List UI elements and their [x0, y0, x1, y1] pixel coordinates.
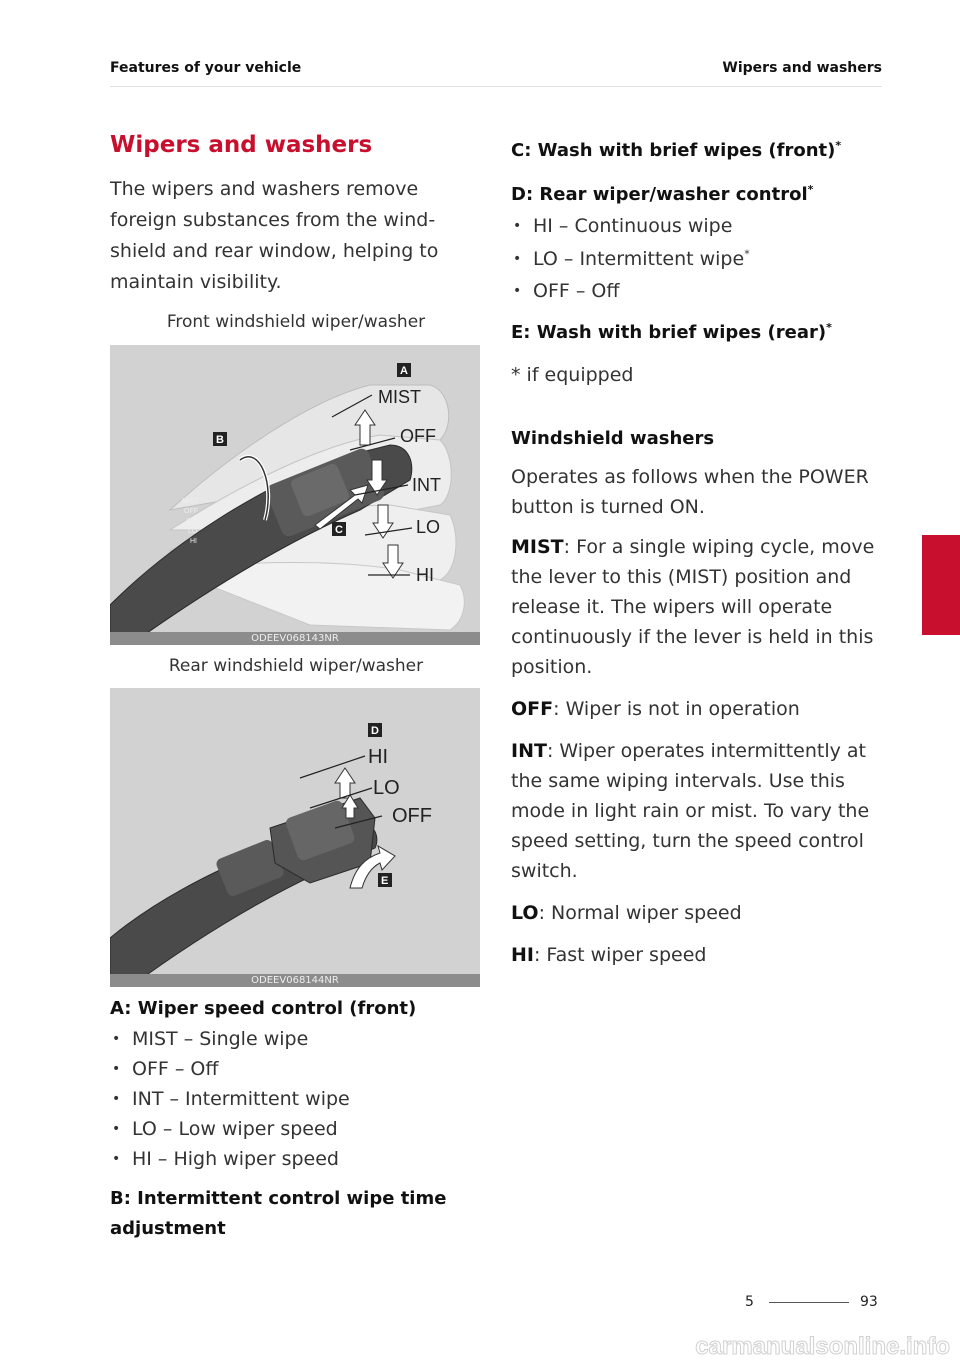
footnote: * if equipped: [511, 364, 634, 386]
figure-rear-wiper: [110, 688, 480, 987]
right-column: [511, 136, 891, 970]
c-heading: C: Wash with brief wipes (front)*: [511, 139, 842, 161]
label-c: C: [335, 524, 343, 536]
header-divider: [110, 86, 882, 87]
lever-text-lo: LO: [188, 528, 198, 535]
lever-text-int: INT: [186, 518, 198, 525]
washers-text: Operates as follows when the POWER button is turned ON.: [511, 466, 869, 518]
rear-label-hi: HI: [368, 746, 388, 768]
list-item: • OFF – Off: [110, 1054, 482, 1084]
list-item: • HI – Continuous wipe: [511, 210, 891, 243]
mist-description: MIST: For a single wiping cycle, move the lever to this (MIST) position and release it. The wipers will operate continuously if the lever is held in this position.: [511, 536, 875, 678]
figure-rear-caption: Rear windshield wiper/washer: [168, 656, 424, 676]
footer-divider: [769, 1302, 849, 1303]
watermark: [0, 1330, 960, 1360]
rear-label-off: OFF: [392, 805, 432, 827]
front-lever-illustration: [110, 345, 480, 645]
figure-rear-code: ODEEV068144NR: [110, 974, 480, 987]
list-item: • OFF – Off: [511, 276, 891, 306]
a-list: [110, 1024, 482, 1174]
intro-paragraph: The wipers and washers remove foreign substances from the wind-shield and rear window, helping to maintain visibility.: [110, 178, 439, 293]
d-heading: D: Rear wiper/washer control*: [511, 183, 814, 205]
label-off: OFF: [400, 426, 436, 446]
rear-lever-illustration: [110, 688, 480, 987]
e-heading: E: Wash with brief wipes (rear)*: [511, 321, 832, 343]
chapter-tab-number: 5: [935, 610, 948, 631]
list-item: • LO – Low wiper speed: [110, 1114, 482, 1144]
label-d: D: [371, 725, 379, 737]
figure-front-code: ODEEV068143NR: [110, 632, 480, 645]
a-heading: A: Wiper speed control (front): [110, 998, 417, 1019]
footer-chapter: 5: [745, 1294, 754, 1310]
rear-label-lo: LO: [373, 777, 400, 799]
b-heading-line-1: B: Intermittent control wipe time: [110, 1188, 447, 1209]
label-e: E: [381, 875, 389, 887]
lever-text-mist: MIST: [182, 498, 199, 505]
label-a: A: [400, 365, 408, 377]
running-header-left: Features of your vehicle: [110, 60, 302, 76]
figure-front-caption: Front windshield wiper/washer: [166, 312, 426, 332]
label-b: B: [216, 434, 224, 446]
off-description: OFF: Wiper is not in operation: [511, 698, 800, 720]
section-title: Wipers and washers: [110, 132, 373, 158]
lever-text-hi: HI: [190, 538, 197, 545]
running-header-right: Wipers and washers: [722, 60, 882, 76]
list-item: • INT – Intermittent wipe: [110, 1084, 482, 1114]
watermark-text: carmanualsonline.info: [695, 1333, 950, 1360]
b-heading-line-2: adjustment: [110, 1218, 226, 1239]
label-mist: MIST: [378, 387, 421, 407]
wiper-speed-section: [110, 994, 482, 1244]
list-item: • LO – Intermittent wipe*: [511, 243, 891, 276]
label-hi: HI: [416, 565, 434, 585]
footer-page-number: 93: [860, 1294, 878, 1310]
label-int: INT: [412, 475, 441, 495]
figure-front-wiper: [110, 345, 480, 645]
label-lo: LO: [416, 517, 441, 537]
washers-heading: Windshield washers: [511, 428, 715, 449]
lever-text-off: OFF: [184, 508, 198, 515]
int-description: INT: Wiper operates intermittently at the same wiping intervals. Use this mode in light rain or mist. To vary the speed setting, turn the speed control switch.: [511, 740, 870, 882]
d-list: [511, 210, 891, 306]
hi-description: HI: Fast wiper speed: [511, 944, 707, 966]
list-item: • MIST – Single wipe: [110, 1024, 482, 1054]
list-item: • HI – High wiper speed: [110, 1144, 482, 1174]
lo-description: LO: Normal wiper speed: [511, 902, 742, 924]
